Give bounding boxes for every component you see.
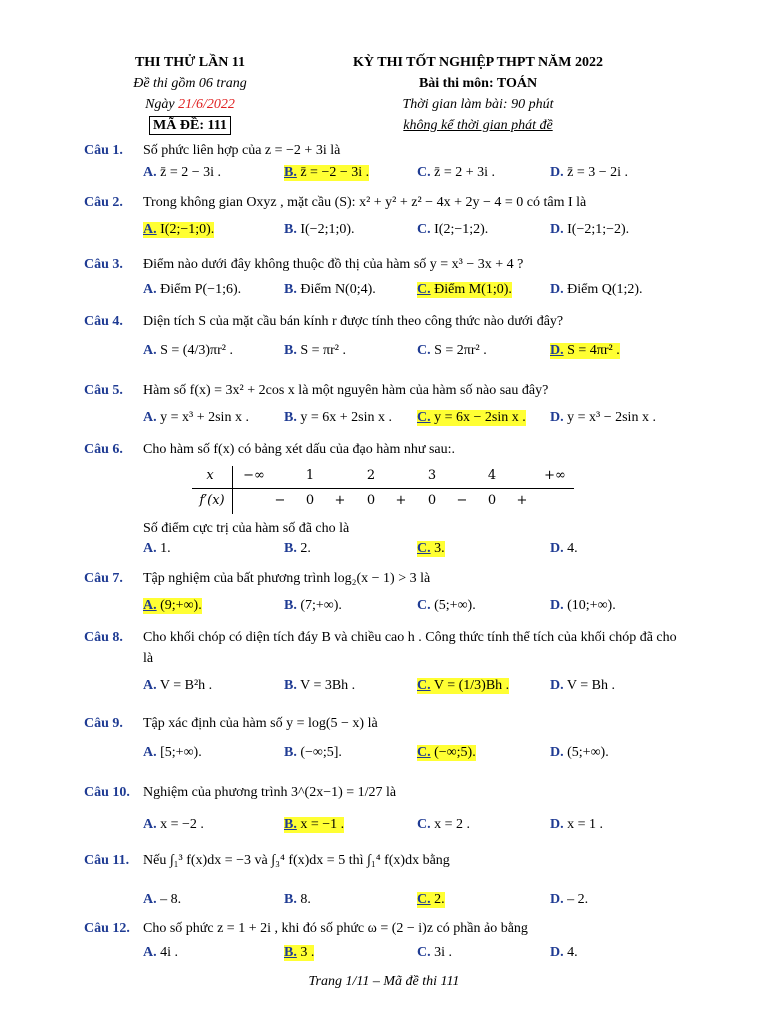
question-text: Số phức liên hợp của z = −2 + 3i là [143,143,341,158]
option-a: A. z̄ = 2 − 3i . [143,165,222,180]
option-d: D. V = Bh . [550,678,615,693]
sign-value: + [516,493,528,508]
option-c-correct: C. (−∞;5). [417,745,476,760]
question-label: Câu 1. [84,143,123,158]
option-a-correct: A. (9;+∞). [143,598,202,613]
option-c-correct: C. V = (1/3)Bh . [417,678,510,693]
option-a: A. V = B²h . [143,678,213,693]
option-b: B. V = 3Bh . [284,678,356,693]
x-value: +∞ [544,468,566,483]
x-value: 3 [427,468,437,483]
x-value: 1 [305,468,315,483]
option-b: B. (−∞;5]. [284,745,342,760]
time-note: không kể thời gian phát đề [403,118,553,133]
option-b: B. (7;+∞). [284,598,342,613]
derivative-sign-table [192,464,574,516]
exam-code-box: MÃ ĐỀ: 111 [149,116,231,135]
sign-value: 0 [487,493,497,508]
sign-value: + [395,493,407,508]
x-value: 4 [487,468,497,483]
header-right [318,52,638,136]
option-a-correct: A. I(2;−1;0). [143,222,215,237]
exam-date: 21/6/2022 [178,97,235,112]
option-b: B. 2. [284,541,311,556]
x-row-label: x [206,468,214,483]
option-c: C. I(2;−1;2). [417,222,489,237]
exam-title: KỲ THI TỐT NGHIỆP THPT NĂM 2022 [353,55,603,70]
option-a: A. S = (4/3)πr² . [143,343,233,358]
time-limit: Thời gian làm bài: 90 phút [402,97,554,112]
x-value: −∞ [243,468,265,483]
subject-line: Bài thi môn: TOÁN [418,76,538,91]
option-a: A. y = x³ + 2sin x . [143,410,249,425]
sign-value: − [274,493,286,508]
page-footer: Trang 1/11 – Mã đề thi 111 [308,974,460,989]
sign-value: 0 [427,493,437,508]
option-c-correct: C. 3. [417,541,445,556]
x-value: 2 [366,468,376,483]
exam-date-line [100,94,280,115]
option-d: D. I(−2;1;−2). [550,222,630,237]
sign-value: 0 [366,493,376,508]
option-d-correct: D. S = 4πr² . [550,343,620,358]
option-b-correct: B. z̄ = −2 − 3i . [284,165,370,180]
date-label: Ngày [145,97,175,112]
sign-value: + [334,493,346,508]
derivative-row-label: f′(x) [199,493,225,508]
table-divider [192,488,574,489]
option-d: D. (5;+∞). [550,745,609,760]
option-b: B. Điểm N(0;4). [284,282,376,297]
sign-value: − [456,493,468,508]
option-d: D. – 2. [550,892,589,907]
option-c-correct: C. 2. [417,892,445,907]
option-c: C. 3i . [417,945,453,960]
table-divider [232,466,233,514]
sign-value: 0 [305,493,315,508]
exam-round-title: THI THỬ LẦN 11 [134,55,246,70]
option-a: A. 1. [143,541,171,556]
option-a: A. – 8. [143,892,182,907]
page-count-note: Đề thi gồm 06 trang [133,76,247,91]
option-c-correct: C. Điểm M(1;0). [417,282,512,297]
option-a: A. 4i . [143,945,179,960]
option-b-correct: B. x = −1 . [284,817,345,832]
option-a: A. Điểm P(−1;6). [143,282,242,297]
option-c: C. S = 2πr² . [417,343,487,358]
option-c: C. (5;+∞). [417,598,476,613]
header-left [100,52,280,136]
option-b: B. I(−2;1;0). [284,222,355,237]
option-c: C. x = 2 . [417,817,471,832]
option-b: B. 8. [284,892,311,907]
option-d: D. Điểm Q(1;2). [550,282,643,297]
option-c-correct: C. y = 6x − 2sin x . [417,410,526,425]
option-b: B. y = 6x + 2sin x . [284,410,392,425]
option-d: D. y = x³ − 2sin x . [550,410,656,425]
option-a: A. x = −2 . [143,817,204,832]
option-d: D. z̄ = 3 − 2i . [550,165,629,180]
option-d: D. x = 1 . [550,817,604,832]
option-a: A. [5;+∞). [143,745,202,760]
option-d: D. 4. [550,945,578,960]
option-b-correct: B. 3 . [284,945,315,960]
option-d: D. 4. [550,541,578,556]
option-b: B. S = πr² . [284,343,346,358]
option-c: C. z̄ = 2 + 3i . [417,165,496,180]
option-d: D. (10;+∞). [550,598,616,613]
